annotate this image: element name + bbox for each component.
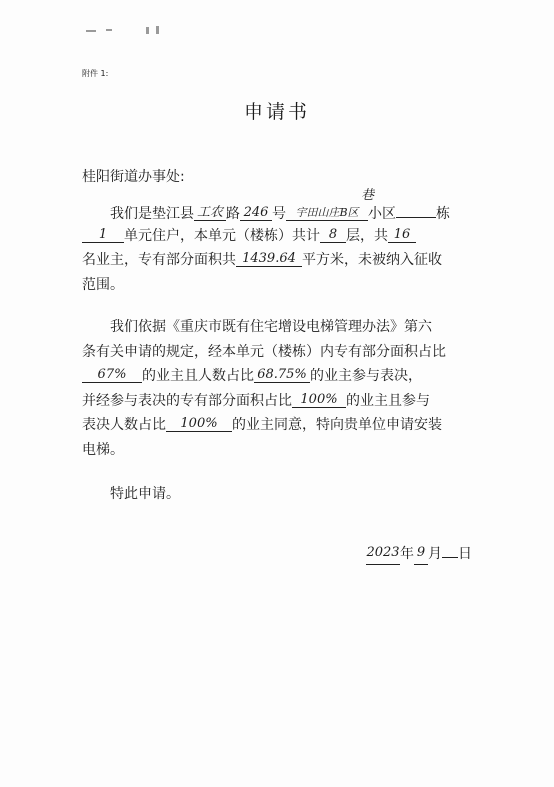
date-line xyxy=(366,539,472,565)
text-segment: 并经参与表决的专有部分面积占比 xyxy=(82,392,292,409)
paragraph-1 xyxy=(82,188,494,297)
paragraph-2-line-5 xyxy=(82,413,494,438)
text-segment: 平方米，未被纳入征收 xyxy=(302,252,442,268)
handwritten-area-ratio: 67% xyxy=(97,367,127,382)
households-blank xyxy=(388,224,416,243)
text-segment: 年 xyxy=(400,546,414,562)
salutation: 桂阳街道办事处: xyxy=(82,169,185,185)
text-segment: 表决人数占比 xyxy=(82,417,166,433)
vote-area-ratio-blank xyxy=(292,389,346,408)
document-title: 申请书 xyxy=(243,101,310,123)
building-blank xyxy=(396,199,436,218)
text-segment: 日 xyxy=(458,546,472,562)
handwritten-households: 16 xyxy=(393,226,411,242)
text-segment: 电梯。 xyxy=(82,441,124,458)
year-blank xyxy=(366,546,400,565)
floors-blank xyxy=(320,224,346,243)
text-segment: 的业主参与表决， xyxy=(310,368,422,384)
text-segment: 小区 xyxy=(368,206,396,222)
text-segment: 名业主，专有部分面积共 xyxy=(82,252,236,268)
attachment-label: 附件 1: xyxy=(82,69,109,78)
paragraph-2-line-1 xyxy=(82,315,494,340)
text-segment: 范围。 xyxy=(82,276,124,293)
text-segment: 我们依据《重庆市既有住宅增设电梯管理办法》第六 xyxy=(110,319,432,335)
area-blank xyxy=(236,248,302,267)
handwritten-insertion: 巷 xyxy=(360,188,374,203)
paragraph-2-line-6 xyxy=(82,438,494,463)
scan-artifact xyxy=(86,26,162,34)
text-segment: 的业主且人数占比 xyxy=(142,368,254,384)
road-name-blank xyxy=(194,202,226,221)
handwritten-road-number: 246 xyxy=(243,205,269,220)
text-segment: 的业主同意，特向贵单位申请安装 xyxy=(232,417,442,433)
paragraph-1-line-4 xyxy=(82,273,494,298)
handwritten-floors: 8 xyxy=(328,226,338,242)
text-segment: 我们是垫江县 xyxy=(110,206,194,222)
vote-people-ratio-blank xyxy=(166,413,232,432)
paragraph-1-line-1 xyxy=(82,188,494,224)
road-number-blank xyxy=(240,202,272,221)
handwritten-road-name: 工农 xyxy=(196,205,223,220)
handwritten-unit-number: 1 xyxy=(98,226,108,242)
paragraph-1-line-3 xyxy=(82,248,494,273)
paragraph-2-line-3 xyxy=(82,364,494,389)
handwritten-vote-area-ratio: 100% xyxy=(300,391,338,407)
text-segment: 条有关申请的规定，经本单元（楼栋）内专有部分面积占比 xyxy=(82,343,446,360)
handwritten-year: 2023 xyxy=(366,545,400,560)
area-ratio-blank xyxy=(82,364,142,383)
month-blank xyxy=(414,546,428,565)
paragraph-2-line-2 xyxy=(82,340,494,365)
handwritten-month: 9 xyxy=(416,545,426,560)
people-ratio-blank xyxy=(254,364,310,383)
day-blank xyxy=(442,539,458,558)
text-segment: 路 xyxy=(226,206,240,222)
unit-number-blank xyxy=(82,224,124,243)
text-segment: 单元住户，本单元（楼栋）共计 xyxy=(124,227,320,244)
handwritten-area: 1439.64 xyxy=(242,251,296,266)
paragraph-2 xyxy=(82,315,494,462)
paragraph-2-line-4 xyxy=(82,389,494,414)
handwritten-people-ratio: 68.75% xyxy=(257,367,307,382)
text-segment: 栋 xyxy=(436,206,450,222)
handwritten-community-name: 宇田山庄B区 xyxy=(295,206,359,219)
text-segment: 层，共 xyxy=(346,227,388,244)
text-segment: 的业主且参与 xyxy=(346,392,430,409)
handwritten-vote-people-ratio: 100% xyxy=(180,416,218,431)
text-segment: 号 xyxy=(272,206,286,222)
text-segment: 月 xyxy=(428,546,442,562)
paragraph-1-line-2 xyxy=(82,224,494,249)
community-name-blank xyxy=(286,188,374,221)
closing-statement: 特此申请。 xyxy=(110,486,180,502)
